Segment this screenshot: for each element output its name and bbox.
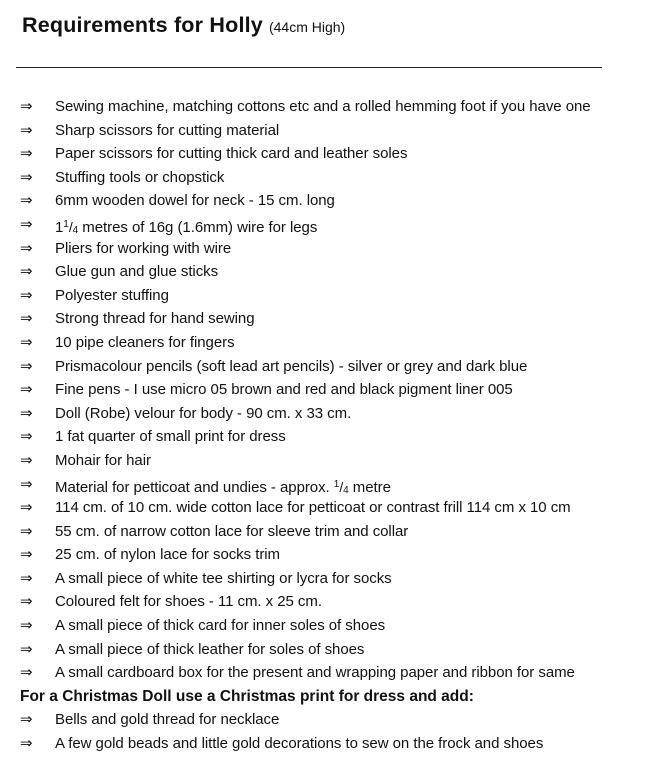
item-text: Glue gun and glue sticks xyxy=(55,263,219,281)
item-text: Coloured felt for shoes - 11 cm. x 25 cm. xyxy=(55,593,322,611)
list-item xyxy=(0,355,655,379)
list-item xyxy=(0,95,655,119)
list-item xyxy=(0,402,655,426)
arrow-icon: ⇒ xyxy=(20,356,33,375)
list-item xyxy=(0,425,655,449)
item-text: Doll (Robe) velour for body - 90 cm. x 33 cm. xyxy=(55,404,352,422)
arrow-icon: ⇒ xyxy=(20,734,33,753)
list-item xyxy=(0,378,655,402)
list-item xyxy=(0,449,655,473)
arrow-icon: ⇒ xyxy=(20,450,33,469)
arrow-icon: ⇒ xyxy=(20,403,33,422)
item-text: A small piece of white tee shirting or lycra for socks xyxy=(55,569,392,587)
list-item xyxy=(0,638,655,662)
item-text: 1 fat quarter of small print for dress xyxy=(55,428,286,446)
list-item xyxy=(0,567,655,591)
requirements-list xyxy=(0,95,655,756)
arrow-icon: ⇒ xyxy=(20,545,33,564)
item-text: Strong thread for hand sewing xyxy=(55,310,255,328)
list-item xyxy=(0,496,655,520)
arrow-icon: ⇒ xyxy=(20,97,33,115)
list-item xyxy=(0,473,655,497)
arrow-icon: ⇒ xyxy=(20,710,33,729)
list-item xyxy=(0,614,655,638)
list-item xyxy=(0,284,655,308)
list-item xyxy=(0,661,655,685)
list-item xyxy=(0,543,655,567)
item-text: 25 cm. of nylon lace for socks trim xyxy=(55,546,280,564)
arrow-icon: ⇒ xyxy=(20,498,33,517)
list-item xyxy=(0,260,655,284)
item-text: 6mm wooden dowel for neck - 15 cm. long xyxy=(55,192,335,210)
item-text: A small piece of thick leather for soles of shoes xyxy=(55,640,365,658)
arrow-icon: ⇒ xyxy=(20,309,33,328)
fraction-slash: / xyxy=(339,478,344,495)
list-item xyxy=(0,119,655,143)
title-height-note: (44cm High) xyxy=(268,19,346,35)
arrow-icon: ⇒ xyxy=(20,592,33,611)
list-item xyxy=(0,307,655,331)
item-text: Bells and gold thread for necklace xyxy=(55,711,280,729)
arrow-icon: ⇒ xyxy=(20,120,33,139)
arrow-icon: ⇒ xyxy=(20,663,33,682)
arrow-icon: ⇒ xyxy=(20,332,33,351)
arrow-icon: ⇒ xyxy=(20,238,33,257)
christmas-heading: For a Christmas Doll use a Christmas print for dress and add: xyxy=(20,687,474,705)
item-text: Stuffing tools or chopstick xyxy=(55,168,225,186)
arrow-icon: ⇒ xyxy=(20,427,33,446)
arrow-icon: ⇒ xyxy=(20,191,33,210)
fraction-whole: 1 xyxy=(55,218,64,236)
list-item xyxy=(0,331,655,355)
christmas-heading-row xyxy=(0,685,655,709)
list-item xyxy=(0,213,655,237)
arrow-icon: ⇒ xyxy=(20,616,33,635)
item-text: 114 cm. of 10 cm. wide cotton lace for petticoat or contrast frill 114 cm x 10 cm xyxy=(55,499,571,517)
item-text: Paper scissors for cutting thick card and leather soles xyxy=(55,145,408,163)
arrow-icon: ⇒ xyxy=(20,380,33,399)
item-text: A small cardboard box for the present and wrapping paper and ribbon for same xyxy=(55,664,575,682)
arrow-icon: ⇒ xyxy=(20,568,33,587)
arrow-icon: ⇒ xyxy=(20,285,33,304)
list-item xyxy=(0,142,655,166)
page-title xyxy=(22,10,345,43)
title-main: Requirements for Holly xyxy=(22,13,263,37)
item-text: Polyester stuffing xyxy=(55,286,169,304)
item-text: Prismacolour pencils (soft lead art pencils) - silver or grey and dark blue xyxy=(55,357,528,375)
list-item xyxy=(0,732,655,756)
fraction-slash: / xyxy=(68,218,73,235)
fraction-numerator: 1 xyxy=(333,478,340,490)
fraction-denominator: 4 xyxy=(72,224,79,236)
arrow-icon: ⇒ xyxy=(20,144,33,163)
item-text: 55 cm. of narrow cotton lace for sleeve trim and collar xyxy=(55,522,409,540)
arrow-icon: ⇒ xyxy=(20,214,33,233)
arrow-icon: ⇒ xyxy=(20,262,33,281)
fraction-numerator: 1 xyxy=(63,218,69,230)
title-divider xyxy=(16,67,602,68)
list-item xyxy=(0,166,655,190)
item-text: Pliers for working with wire xyxy=(55,239,232,257)
item-text: Fine pens - I use micro 05 brown and red and black pigment liner 005 xyxy=(55,381,513,399)
arrow-icon: ⇒ xyxy=(20,167,33,186)
item-text: A small piece of thick card for inner soles of shoes xyxy=(55,617,386,635)
arrow-icon: ⇒ xyxy=(20,474,33,493)
fraction-denominator: 4 xyxy=(343,484,349,496)
list-item xyxy=(0,590,655,614)
item-text: 10 pipe cleaners for fingers xyxy=(55,333,235,351)
item-rest: metres of 16g (1.6mm) wire for legs xyxy=(78,218,318,236)
item-text: Sewing machine, matching cottons etc and a rolled hemming foot if you have one xyxy=(55,98,591,115)
item-text: Sharp scissors for cutting material xyxy=(55,121,280,139)
list-item xyxy=(0,237,655,261)
item-rest: metre xyxy=(348,478,391,496)
arrow-icon: ⇒ xyxy=(20,521,33,540)
item-before: Material for petticoat and undies - approx. xyxy=(55,478,334,496)
list-item xyxy=(0,520,655,544)
list-item xyxy=(0,189,655,213)
list-item xyxy=(0,708,655,732)
arrow-icon: ⇒ xyxy=(20,639,33,658)
item-text: A few gold beads and little gold decorations to sew on the frock and shoes xyxy=(55,735,544,753)
item-text: Mohair for hair xyxy=(55,451,151,469)
